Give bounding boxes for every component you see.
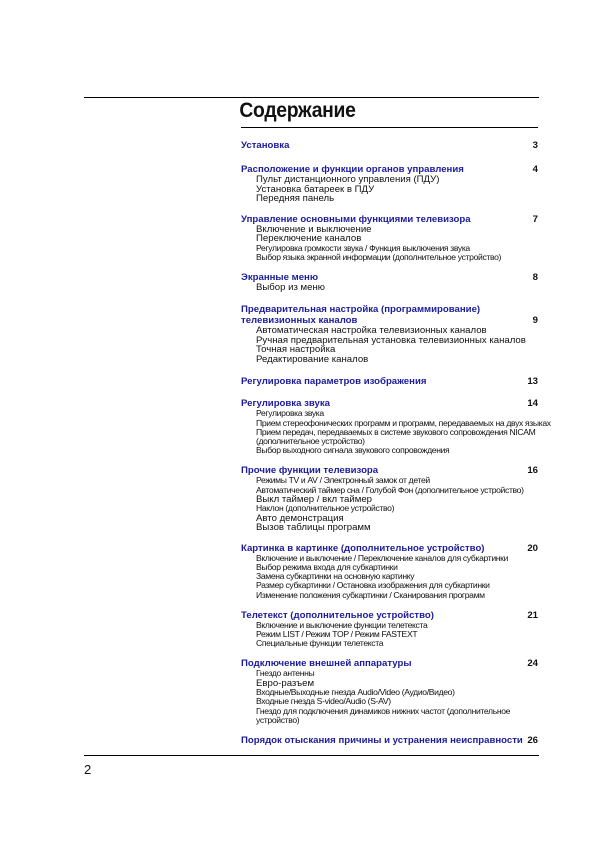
top-rule [84, 97, 539, 98]
toc-item: Точная настройка [256, 344, 336, 356]
toc-section-pip [241, 543, 538, 600]
toc-item: Гнездо антенны [256, 668, 315, 679]
toc-item: Гнездо для подключения динамиков нижних частот (дополнительное устройство) [256, 705, 511, 725]
toc-section-external [241, 658, 538, 725]
toc-heading: Экранные меню [241, 272, 319, 284]
toc-section-screen-menus [241, 272, 538, 293]
toc-page-number: 9 [532, 314, 538, 326]
bottom-rule [84, 755, 539, 756]
toc-item: Ручная предварительная установка телевизионных каналов [256, 334, 526, 346]
toc-item: Евро-разъем [256, 677, 315, 689]
toc-heading: Подключение внешней аппаратуры [241, 658, 412, 670]
toc-item: Выбор из меню [256, 282, 325, 294]
toc-heading: Установка [241, 140, 290, 151]
toc-item: Входные/Выходные гнезда Audio/Video (Аудио/Видео) [256, 687, 455, 698]
toc-item: Режим LIST / Режим TOP / Режим FASTEXT [256, 628, 418, 639]
toc-page-number: 16 [527, 465, 538, 477]
toc-heading: Телетекст (дополнительное устройство) [241, 609, 434, 621]
page-number: 2 [84, 762, 92, 777]
toc-heading: Картинка в картинке (дополнительное устройство) [241, 542, 485, 554]
toc-page-number: 26 [527, 734, 538, 746]
table-of-contents [241, 140, 551, 746]
toc-page-number: 4 [532, 164, 538, 175]
toc-item: Выбор языка экранной информации (дополнительное устройство) [256, 252, 502, 263]
toc-item: Регулировка громкости звука / Функция выключения звука [256, 242, 470, 253]
title-underline [241, 127, 538, 128]
toc-section-other-functions [241, 465, 538, 532]
toc-section-controls [241, 164, 538, 204]
toc-heading: Предварительная настройка (программирование) [241, 303, 481, 315]
toc-heading: Порядок отыскания причины и устранения неисправности [241, 734, 523, 746]
toc-item: Режимы TV и AV / Электронный замок от детей [256, 475, 430, 486]
toc-page-number: 7 [532, 213, 538, 225]
toc-page-number: 14 [527, 398, 538, 410]
toc-heading-continued: телевизионных каналов [241, 314, 358, 326]
toc-heading: Прочие функции телевизора [241, 465, 379, 477]
toc-page-number: 21 [527, 609, 538, 621]
toc-section-installation [241, 140, 538, 151]
toc-item: Автоматическая настройка телевизионных каналов [256, 324, 487, 336]
toc-item: Редактирование каналов [256, 353, 369, 365]
toc-page-number: 24 [527, 658, 538, 670]
toc-item: Автоматический таймер сна / Голубой Фон (дополнительное устройство) [256, 484, 524, 495]
toc-item: Прием стереофонических программ и программ, передаваемых на двух языках [256, 417, 551, 428]
toc-page-number: 13 [527, 376, 538, 388]
toc-item: Переключение каналов [256, 233, 362, 245]
toc-item: Изменение положения субкартинки / Сканирования программ [256, 589, 485, 600]
toc-section-basic-functions [241, 214, 538, 263]
toc-section-teletext [241, 610, 538, 649]
toc-item: Пульт дистанционного управления (ПДУ) [256, 174, 440, 185]
toc-item: Размер субкартинки / Остановка изображения для субкартинки [256, 580, 490, 591]
toc-section-sound [241, 398, 551, 456]
toc-item: Специальные функции телетекста [256, 638, 384, 649]
toc-heading: Управление основными функциями телевизора [241, 213, 471, 225]
toc-item: Передняя панель [256, 193, 335, 205]
toc-section-picture [241, 376, 538, 387]
toc-heading: Регулировка параметров изображения [241, 376, 427, 388]
toc-item: Установка батареек в ПДУ [256, 183, 375, 195]
toc-item: Выбор режима входа для субкартинки [256, 561, 398, 572]
toc-item: Включение и выключение / Переключение каналов для субкартинки [256, 552, 509, 563]
toc-heading: Расположение и функции органов управления [241, 164, 464, 175]
toc-heading: Регулировка звука [241, 398, 331, 410]
toc-section-troubleshooting [241, 735, 538, 746]
toc-item: Прием передач, передаваемых в системе звукового сопровождения NICAM (дополнительное устройство) [256, 426, 536, 446]
toc-item: Регулировка звука [256, 408, 324, 419]
toc-page-number: 3 [532, 140, 538, 151]
toc-item: Вызов таблицы программ [256, 522, 371, 534]
toc-page-number: 8 [532, 272, 538, 284]
toc-item: Включение и выключение [256, 223, 372, 235]
toc-item: Замена субкартинки на основную картинку [256, 571, 415, 582]
page-title: Содержание [239, 99, 356, 122]
toc-item: Выбор выходного сигнала звукового сопровождения [256, 445, 450, 456]
toc-item: Наклон (дополнительное устройство) [256, 503, 395, 514]
toc-section-channel-presets [241, 304, 538, 364]
toc-page-number: 20 [527, 542, 538, 554]
toc-item: Включение и выключение функции телетекста [256, 619, 428, 630]
toc-item: Входные гнезда S-video/Audio (S-AV) [256, 696, 391, 707]
toc-item: Выкл таймер / вкл таймер [256, 493, 373, 505]
toc-item: Авто демонстрация [256, 512, 344, 524]
